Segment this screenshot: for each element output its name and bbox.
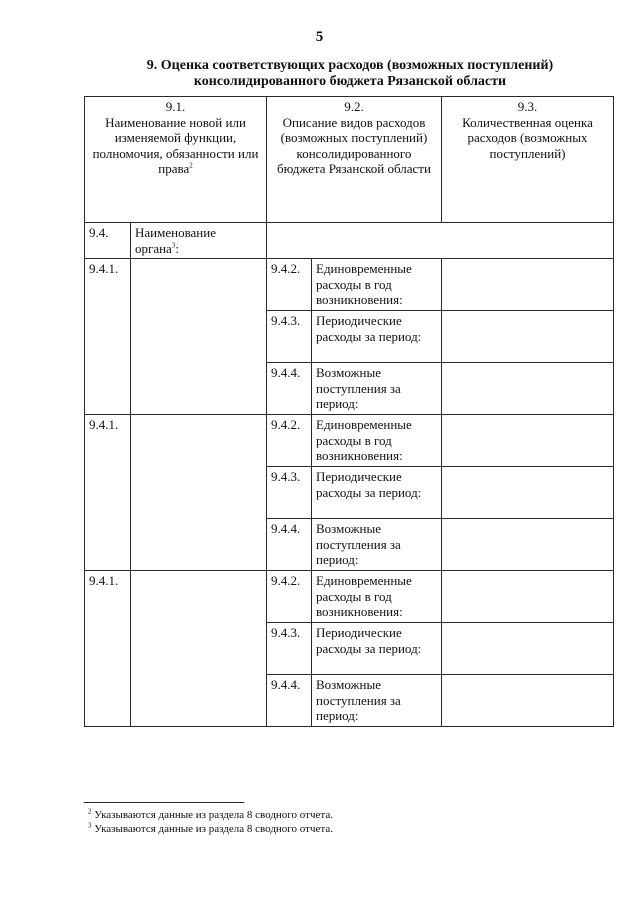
header-text: Описание видов расходов (возможных поступлений) консолидированного бюджета Рязанской области [277,114,431,176]
footnote-mark: 2 [189,161,193,170]
row-value-cell [442,467,614,519]
header-cell-function [85,97,267,223]
row-number: 9.4.4. [267,363,312,415]
organ-value-cell [267,223,614,259]
footnote-mark: 3 [171,241,176,250]
row-value-cell [442,571,614,623]
group-number: 9.4.1. [85,259,131,415]
header-number: 9.3. [517,99,538,114]
header-text: Наименование новой или изменяемой функции, полномочия, обязанности или права [92,114,259,176]
group-function-cell [131,415,267,571]
table-header-row [85,97,614,223]
header-cell-description [267,97,442,223]
section-title-line2: консолидированного бюджета Рязанской области [193,74,507,89]
row-number: 9.4.2. [267,415,312,467]
row-label: Возможные поступления за период: [312,363,442,415]
group-function-cell [131,259,267,415]
row-label: Единовременные расходы в год возникновения: [312,259,442,311]
table-row [85,415,614,467]
row-label: Возможные поступления за период: [312,675,442,727]
row-label: Периодические расходы за период: [312,311,442,363]
row-label: Единовременные расходы в год возникновения: [312,415,442,467]
row-label: Возможные поступления за период: [312,519,442,571]
organ-label: Наименование органа [135,225,216,256]
row-label: Единовременные расходы в год возникновения: [312,571,442,623]
row-value-cell [442,259,614,311]
row-value-cell [442,623,614,675]
row-number: 9.4.2. [267,571,312,623]
row-number: 9.4.3. [267,467,312,519]
footnotes [88,808,333,836]
row-label: Периодические расходы за период: [312,467,442,519]
section-title-line1: 9. Оценка соответствующих расходов (возможных поступлений) [146,58,554,73]
section-title [84,58,616,90]
organ-number: 9.4. [85,223,131,259]
row-label: Периодические расходы за период: [312,623,442,675]
group-number: 9.4.1. [85,571,131,727]
row-number: 9.4.4. [267,519,312,571]
footnote-mark: 2 [88,807,92,816]
table-row [85,571,614,623]
footnote-text: Указываются данные из раздела 8 сводного отчета. [94,823,333,835]
row-number: 9.4.4. [267,675,312,727]
footnote [88,822,333,836]
row-value-cell [442,675,614,727]
row-value-cell [442,363,614,415]
assessment-table [84,96,614,727]
row-value-cell [442,519,614,571]
row-value-cell [442,415,614,467]
row-number: 9.4.3. [267,623,312,675]
organ-row [85,223,614,259]
table-row [85,259,614,311]
row-value-cell [442,311,614,363]
header-cell-estimate [442,97,614,223]
page-number: 5 [315,29,324,45]
footnote [88,808,333,822]
organ-label-cell: Наименование органа$^3$: [131,223,267,259]
header-number: 9.1. [165,99,186,114]
row-number: 9.4.3. [267,311,312,363]
header-text: Количественная оценка расходов (возможных поступлений) [462,114,593,161]
row-number: 9.4.2. [267,259,312,311]
footnote-text: Указываются данные из раздела 8 сводного отчета. [94,809,333,821]
group-function-cell [131,571,267,727]
footnote-divider [84,802,244,803]
group-number: 9.4.1. [85,415,131,571]
header-number: 9.2. [344,99,364,114]
footnote-mark: 3 [88,821,92,830]
